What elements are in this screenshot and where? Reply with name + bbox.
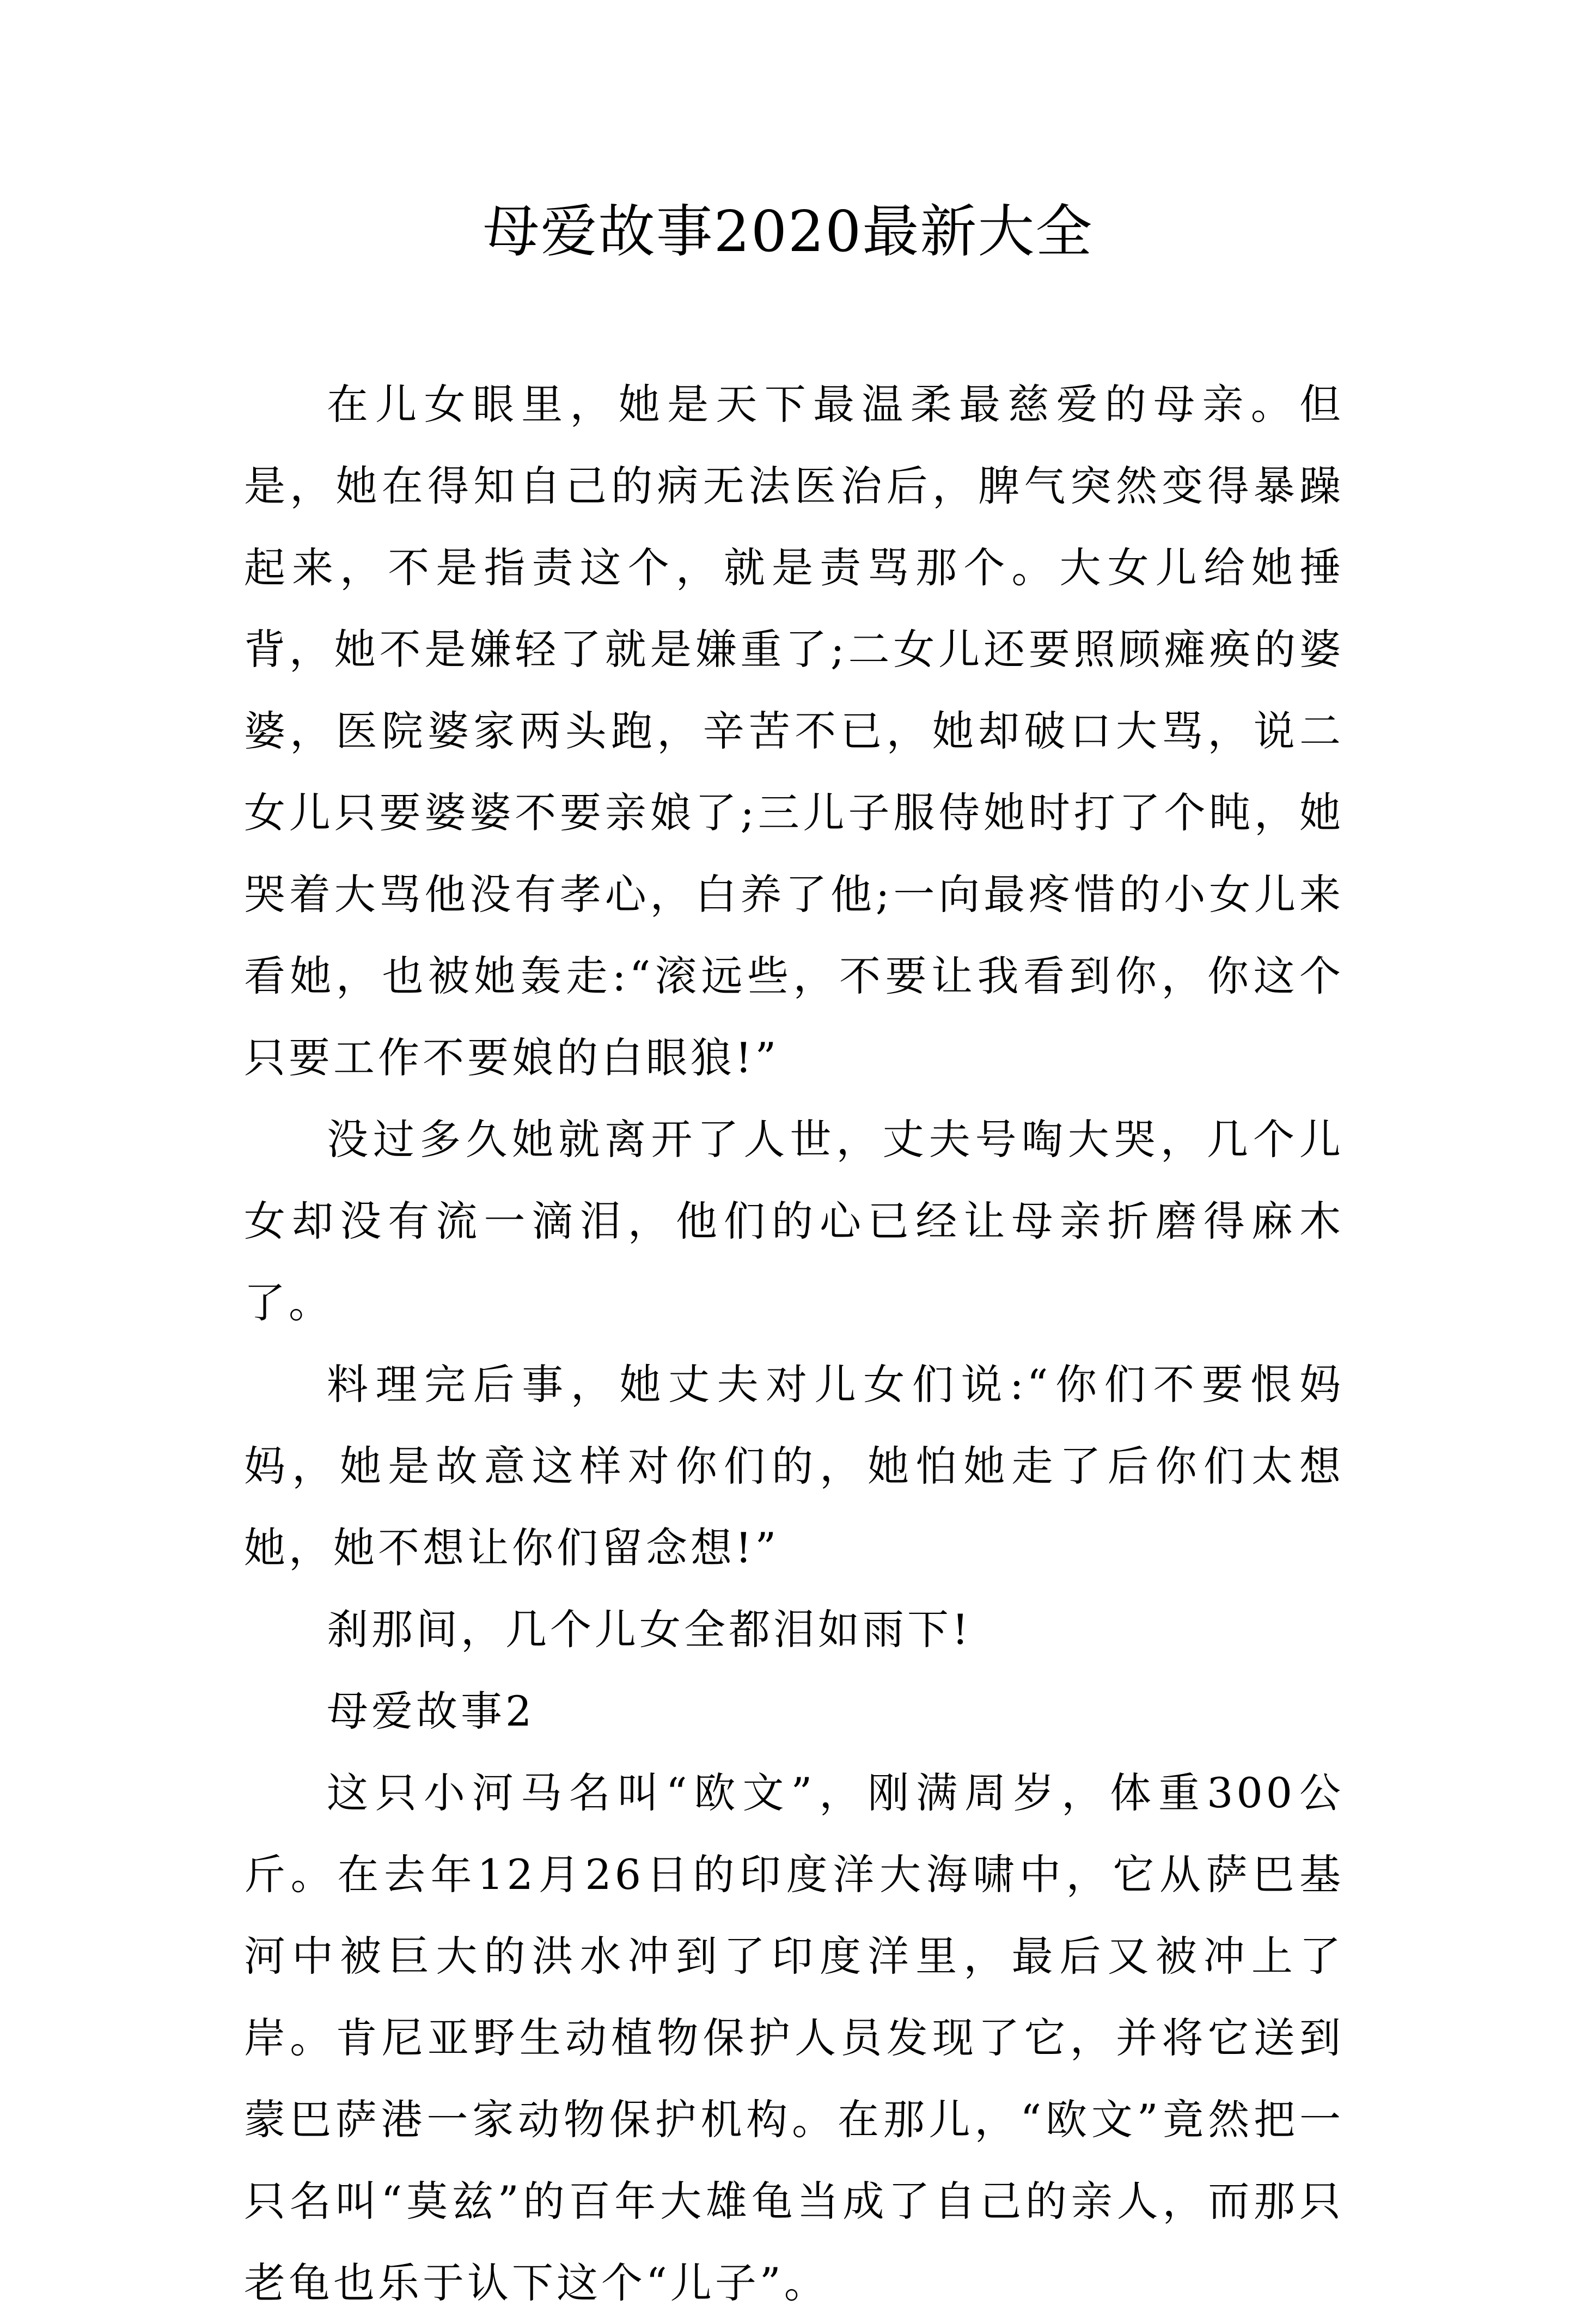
document-title: 母爱故事2020最新大全 <box>482 198 1094 265</box>
paragraph: 这只小河马名叫“欧文”，刚满周岁，体重300公斤。在去年12月26日的印度洋大海啸中，它从萨巴基河中被巨大的洪水冲到了印度洋里，最后又被冲上了岸。肯尼亚野生动植物保护人员发现了它，并将它送到蒙巴萨港一家动物保护机构。在那儿，“欧文”竟然把一只名叫“莫兹”的百年大雄龟当成了自己的亲人，而那只老龟也乐于认下这个“儿子”。 <box>244 1769 1344 2307</box>
document-body <box>244 364 1344 2324</box>
paragraph: 刹那间，几个儿女全都泪如雨下! <box>327 1605 972 1654</box>
section-heading: 母爱故事2 <box>327 1687 535 1735</box>
paragraph: 没过多久她就离开了人世，丈夫号啕大哭，几个儿女却没有流一滴泪，他们的心已经让母亲折磨得麻木了。 <box>244 1115 1344 1327</box>
paragraph: 料理完后事，她丈夫对儿女们说:“你们不要恨妈妈，她是故意这样对你们的，她怕她走了后你们太想她，她不想让你们留念想!” <box>244 1360 1344 1572</box>
paragraph: 在儿女眼里，她是天下最温柔最慈爱的母亲。但是，她在得知自己的病无法医治后，脾气突然变得暴躁起来，不是指责这个，就是责骂那个。大女儿给她捶背，她不是嫌轻了就是嫌重了;二女儿还要照顾瘫痪的婆婆，医院婆家两头跑，辛苦不已，她却破口大骂，说二女儿只要婆婆不要亲娘了;三儿子服侍她时打了个盹，她哭着大骂他没有孝心，白养了他;一向最疼惜的小女儿来看她，也被她轰走:“滚远些，不要让我看到你，你这个只要工作不要娘的白眼狼!” <box>244 380 1344 1082</box>
